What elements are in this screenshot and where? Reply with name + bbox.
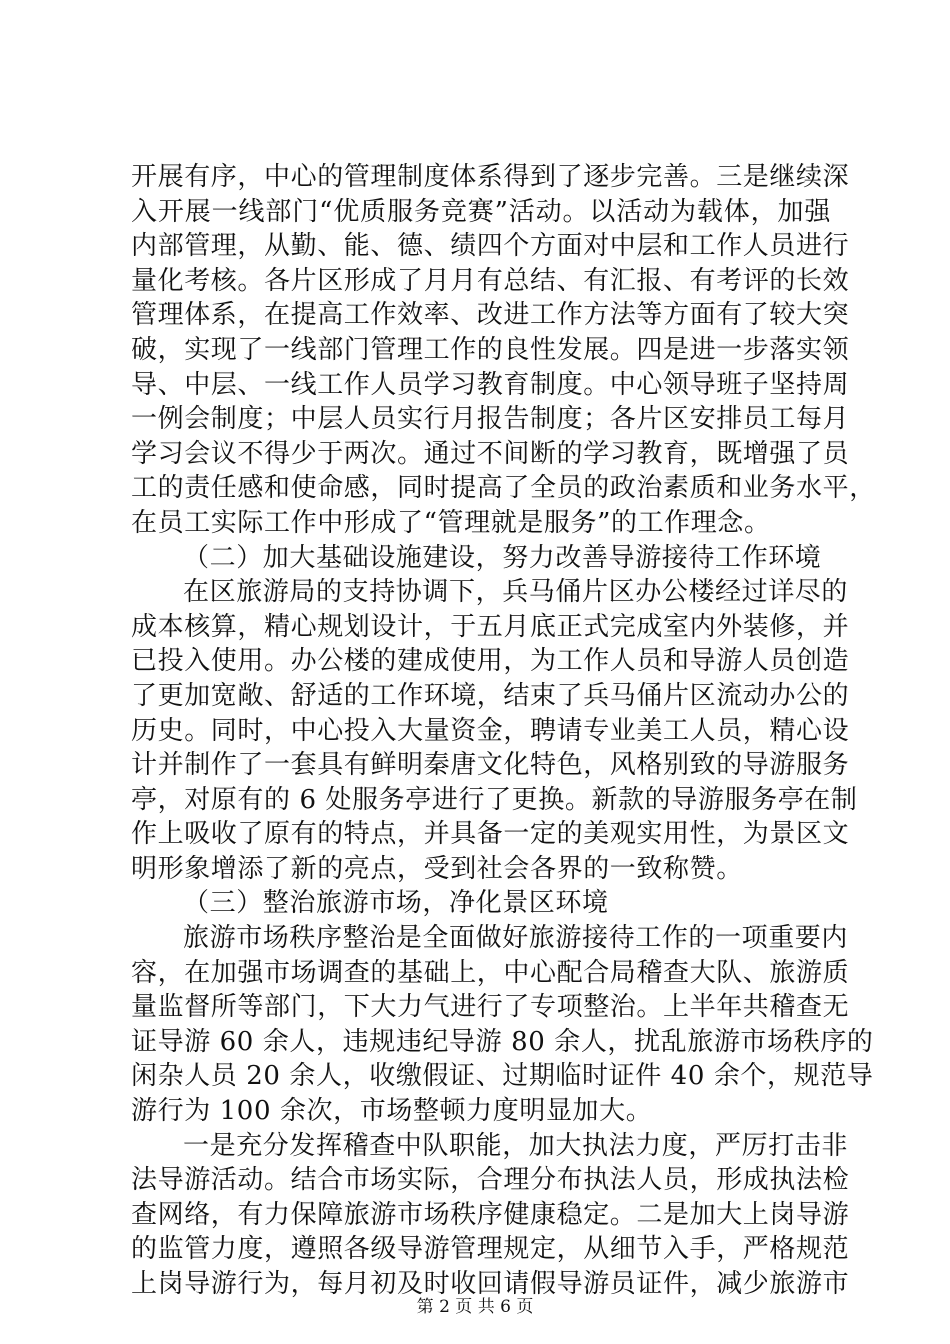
- text-line: 导、中层、一线工作人员学习教育制度。中心领导班子坚持周: [131, 369, 850, 400]
- text-line: 亭，对原有的 6 处服务亭进行了更换。新款的导游服务亭在制: [131, 784, 858, 815]
- text-line: 内部管理，从勤、能、德、绩四个方面对中层和工作人员进行: [131, 231, 850, 262]
- text-line: 入开展一线部门“优质服务竞赛”活动。以活动为载体，加强: [131, 196, 831, 227]
- text-line: 已投入使用。办公楼的建成使用，为工作人员和导游人员创造: [131, 646, 850, 677]
- text-line: 破，实现了一线部门管理工作的良性发展。四是进一步落实领: [131, 334, 850, 365]
- text-line: 学习会议不得少于两次。通过不间断的学习教育，既增强了员: [131, 438, 850, 469]
- text-line: 计并制作了一套具有鲜明秦唐文化特色，风格别致的导游服务: [131, 750, 850, 781]
- text-line: 成本核算，精心规划设计，于五月底正式完成室内外装修，并: [131, 611, 850, 642]
- text-line: 闲杂人员 20 余人，收缴假证、过期临时证件 40 余个，规范导: [131, 1061, 874, 1092]
- text-line: 在区旅游局的支持协调下，兵马俑片区办公楼经过详尽的: [183, 577, 849, 608]
- text-line: 的监管力度，遵照各级导游管理规定，从细节入手，严格规范: [131, 1234, 850, 1265]
- text-line: 开展有序，中心的管理制度体系得到了逐步完善。三是继续深: [131, 162, 850, 192]
- text-line: 游行为 100 余次，市场整顿力度明显加大。: [131, 1096, 653, 1127]
- text-line: 在员工实际工作中形成了“管理就是服务”的工作理念。: [131, 507, 771, 538]
- text-line: 明形象增添了新的亮点，受到社会各界的一致称赞。: [131, 853, 743, 884]
- text-line: 法导游活动。结合市场实际，合理分布执法人员，形成执法检: [131, 1165, 850, 1196]
- text-line: 容，在加强市场调查的基础上，中心配合局稽查大队、旅游质: [131, 957, 850, 988]
- text-line: 旅游市场秩序整治是全面做好旅游接待工作的一项重要内: [183, 923, 849, 954]
- document-body: [131, 160, 876, 1302]
- text-line: 量化考核。各片区形成了月月有总结、有汇报、有考评的长效: [131, 265, 850, 296]
- text-line: 查网络，有力保障旅游市场秩序健康稳定。二是加大上岗导游: [131, 1199, 850, 1230]
- text-line: 上岗导游行为，每月初及时收回请假导游员证件，减少旅游市: [131, 1269, 850, 1299]
- text-line: 历史。同时，中心投入大量资金，聘请专业美工人员，精心设: [131, 715, 850, 746]
- text-line: 作上吸收了原有的特点，并具备一定的美观实用性，为景区文: [131, 819, 850, 850]
- text-line: 证导游 60 余人，违规违纪导游 80 余人，扰乱旅游市场秩序的: [131, 1026, 874, 1057]
- section-heading: （三）整治旅游市场，净化景区环境: [183, 888, 609, 919]
- text-line: 一是充分发挥稽查中队职能，加大执法力度，严厉打击非: [183, 1130, 849, 1161]
- text-line: 管理体系，在提高工作效率、改进工作方法等方面有了较大突: [131, 300, 850, 331]
- section-heading: （二）加大基础设施建设，努力改善导游接待工作环境: [183, 542, 822, 573]
- text-line: 一例会制度；中层人员实行月报告制度；各片区安排员工每月: [131, 404, 850, 435]
- text-line: 量监督所等部门，下大力气进行了专项整治。上半年共稽查无: [131, 992, 850, 1023]
- text-line: 工的责任感和使命感，同时提高了全员的政治素质和业务水平，: [131, 473, 876, 504]
- page-number-footer: 第 2 页 共 6 页: [416, 1297, 534, 1317]
- text-line: 了更加宽敞、舒适的工作环境，结束了兵马俑片区流动办公的: [131, 680, 850, 711]
